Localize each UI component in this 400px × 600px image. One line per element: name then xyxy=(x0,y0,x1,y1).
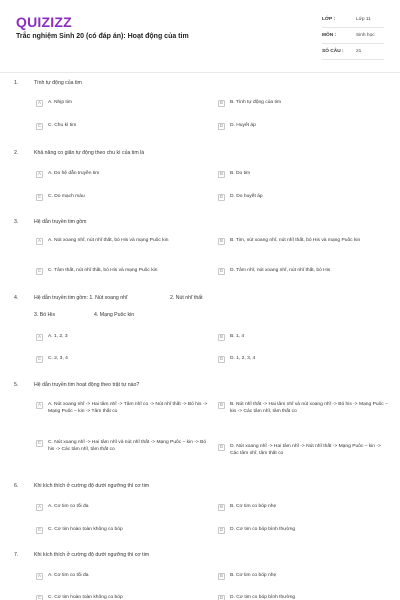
meta-row-question-count xyxy=(322,44,384,60)
option-text: D. Tâm nhĩ, nút xoang nhĩ, nút nhĩ thất, bó His xyxy=(230,268,331,273)
option-c[interactable] xyxy=(36,356,196,363)
option-letter-box: B xyxy=(218,573,225,580)
question-text: Khi kích thích ở cường độ dưới ngưỡng thì cơ tim xyxy=(34,483,150,489)
option-text: B. 1, 4 xyxy=(230,334,245,339)
option-d[interactable] xyxy=(218,194,388,201)
option-d[interactable] xyxy=(218,595,388,600)
option-text: C. Tâm thất, nút nhĩ thất, bó His và mạng Puôc kin xyxy=(48,268,158,273)
option-letter-box: B xyxy=(218,402,225,409)
option-letter-box: B xyxy=(218,504,225,511)
option-letter-box: C xyxy=(37,123,42,129)
question-heading xyxy=(14,219,374,226)
option-text: C. Nút xoang nhĩ -> Hai tâm nhĩ và nút nhĩ thất -> Mạng Puôc – kin -> Bó his -> Các tâm nhĩ, tâm thất co xyxy=(48,440,207,452)
option-text: D. Huyết áp xyxy=(230,123,256,128)
option-letter-box: A xyxy=(36,100,43,107)
question-heading xyxy=(14,150,374,157)
header-divider xyxy=(0,72,400,73)
option-letter-box: B xyxy=(218,334,225,341)
option-text: B. Nút nhĩ thất -> Hai tâm nhĩ và nút xoang nhĩ -> Bó his -> Mạng Puôc – kin -> Các tâm nhĩ, tâm thất co xyxy=(230,402,388,414)
option-text: B. Cơ tim co bóp nhẹ xyxy=(230,504,277,509)
option-b[interactable] xyxy=(218,504,388,511)
question-text-part: 4. Mạng Puôc kin xyxy=(94,312,135,318)
option-d[interactable] xyxy=(218,356,388,363)
option-letter-box: D xyxy=(219,194,224,200)
question-number: 5. xyxy=(14,382,19,388)
option-letter-box: A xyxy=(36,238,43,245)
option-c[interactable] xyxy=(36,527,206,534)
question-number: 6. xyxy=(14,483,19,489)
question-number: 3. xyxy=(14,219,19,225)
option-letter-box: A xyxy=(36,334,43,341)
option-text: C. 2, 3, 4 xyxy=(48,356,68,361)
option-a[interactable] xyxy=(36,171,196,178)
option-a[interactable] xyxy=(36,334,196,341)
option-c[interactable] xyxy=(36,595,206,600)
question-number: 7. xyxy=(14,552,19,558)
option-d[interactable] xyxy=(218,444,390,457)
option-text: A. Nút xoang nhĩ -> Hai tâm nhĩ -> Tâm nhĩ co -> Nút nhĩ thất -> Bó his -> Mạng Puôc – kin -> Tâm thất co xyxy=(48,402,208,414)
question-number: 1. xyxy=(14,80,19,86)
meta-key: SỐ CÂU : xyxy=(322,49,344,54)
option-letter-box: D xyxy=(219,595,224,600)
option-text: D. Do huyết áp xyxy=(230,194,263,199)
meta-value: Lớp 11 xyxy=(356,17,371,22)
option-c[interactable] xyxy=(36,194,196,201)
meta-value: Sinh học xyxy=(356,33,375,38)
option-b[interactable] xyxy=(218,402,390,415)
option-letter-box: B xyxy=(218,238,225,245)
option-a[interactable] xyxy=(36,504,196,511)
option-text: A. Cơ tim co tối đa xyxy=(48,504,89,509)
question-text: Khả năng co giãn tự động theo chu kì của tim là xyxy=(34,150,145,156)
option-letter-box: D xyxy=(219,527,224,533)
option-text: C. Do mạch máu xyxy=(48,194,85,199)
option-a[interactable] xyxy=(36,238,208,245)
question-heading xyxy=(14,80,374,87)
option-c[interactable] xyxy=(36,440,208,453)
question-text: Hệ dẫn truyền tim hoạt động theo trật tự nào? xyxy=(34,382,140,388)
option-text: A. Nhịp tim xyxy=(48,100,72,105)
option-text: C. Chu kì tim xyxy=(48,123,77,128)
option-text: C. Cơ tim hoàn toàn không co bóp xyxy=(48,595,123,600)
question-text-part: 2. Nút nhĩ thất xyxy=(170,295,203,301)
option-letter-box: C xyxy=(37,440,42,446)
option-letter-box: B xyxy=(218,171,225,178)
question-text: Khi kích thích ở cường độ dưới ngưỡng thì cơ tim xyxy=(34,552,150,558)
document-title: Trắc nghiệm Sinh 20 (có đáp án): Hoạt động của tim xyxy=(16,33,189,40)
option-a[interactable] xyxy=(36,402,208,415)
option-b[interactable] xyxy=(218,171,388,178)
option-text: A. Nút xoang nhĩ, nút nhĩ thất, bó His và mạng Puôc kin xyxy=(48,238,169,243)
option-d[interactable] xyxy=(218,527,388,534)
option-text: A. 1, 2, 3 xyxy=(48,334,68,339)
option-text: D. Cơ tim co bóp bình thường xyxy=(230,595,296,600)
option-letter-box: C xyxy=(37,595,42,600)
option-letter-box: D xyxy=(219,356,224,362)
option-text: D. Cơ tim co bóp bình thường xyxy=(230,527,296,532)
option-b[interactable] xyxy=(218,334,388,341)
option-letter-box: A xyxy=(36,504,43,511)
option-d[interactable] xyxy=(218,123,388,130)
option-letter-box: D xyxy=(219,123,224,129)
option-letter-box: A xyxy=(36,171,43,178)
question-text: Hệ dẫn truyền tim gồm: 1. Nút xoang nhĩ xyxy=(34,295,128,301)
option-letter-box: C xyxy=(37,268,42,274)
question-heading xyxy=(14,382,374,389)
option-letter-box: C xyxy=(37,194,42,200)
option-letter-box: A xyxy=(36,402,43,409)
option-letter-box: C xyxy=(37,356,42,362)
meta-row-subject xyxy=(322,28,384,44)
option-text: B. Do tim xyxy=(230,171,251,176)
option-c[interactable] xyxy=(36,268,214,275)
meta-key: LỚP : xyxy=(322,17,336,22)
option-text: C. Cơ tim hoàn toàn không co bóp xyxy=(48,527,123,532)
meta-key: MÔN : xyxy=(322,33,337,38)
option-b[interactable] xyxy=(218,238,390,245)
question-text-part: 3. Bó His xyxy=(34,312,56,318)
meta-row-class xyxy=(322,12,384,28)
option-c[interactable] xyxy=(36,123,196,130)
option-text: B. Tính tự động của tim xyxy=(230,100,282,105)
meta-value: 21 xyxy=(356,49,362,54)
option-d[interactable] xyxy=(218,268,390,275)
document-header xyxy=(0,0,400,72)
question-number: 2. xyxy=(14,150,19,156)
option-letter-box: C xyxy=(37,527,42,533)
option-text: A. Cơ tim co tối đa xyxy=(48,573,89,578)
question-text: Tính tự động của tim xyxy=(34,80,82,86)
option-letter-box: D xyxy=(219,444,224,450)
option-text: B. Cơ tim co bóp nhẹ xyxy=(230,573,277,578)
document-meta xyxy=(322,12,384,60)
option-a[interactable] xyxy=(36,573,196,580)
question-heading xyxy=(14,483,374,490)
question-text: Hệ dẫn truyền tim gồm xyxy=(34,219,87,225)
option-b[interactable] xyxy=(218,100,388,107)
option-b[interactable] xyxy=(218,573,388,580)
option-a[interactable] xyxy=(36,100,196,107)
quizizz-logo: QUIZIZZ xyxy=(16,14,72,30)
option-letter-box: D xyxy=(219,268,224,274)
option-text: D. 1, 2, 3, 4 xyxy=(230,356,256,361)
option-letter-box: A xyxy=(36,573,43,580)
option-letter-box: B xyxy=(218,100,225,107)
option-text: A. Do hệ dẫn truyền tim xyxy=(48,171,100,176)
question-heading xyxy=(14,552,374,559)
question-number: 4. xyxy=(14,295,19,301)
option-text: D. Nút xoang nhĩ -> Hai tâm nhĩ -> Nút nhĩ thất -> Mạng Puôc – kin -> Các tâm nhĩ, tâm thất co xyxy=(230,444,381,456)
option-text: B. Tim, nút xoang nhĩ, nút nhĩ thất, bó His và mạng Puôc kin xyxy=(230,238,361,243)
